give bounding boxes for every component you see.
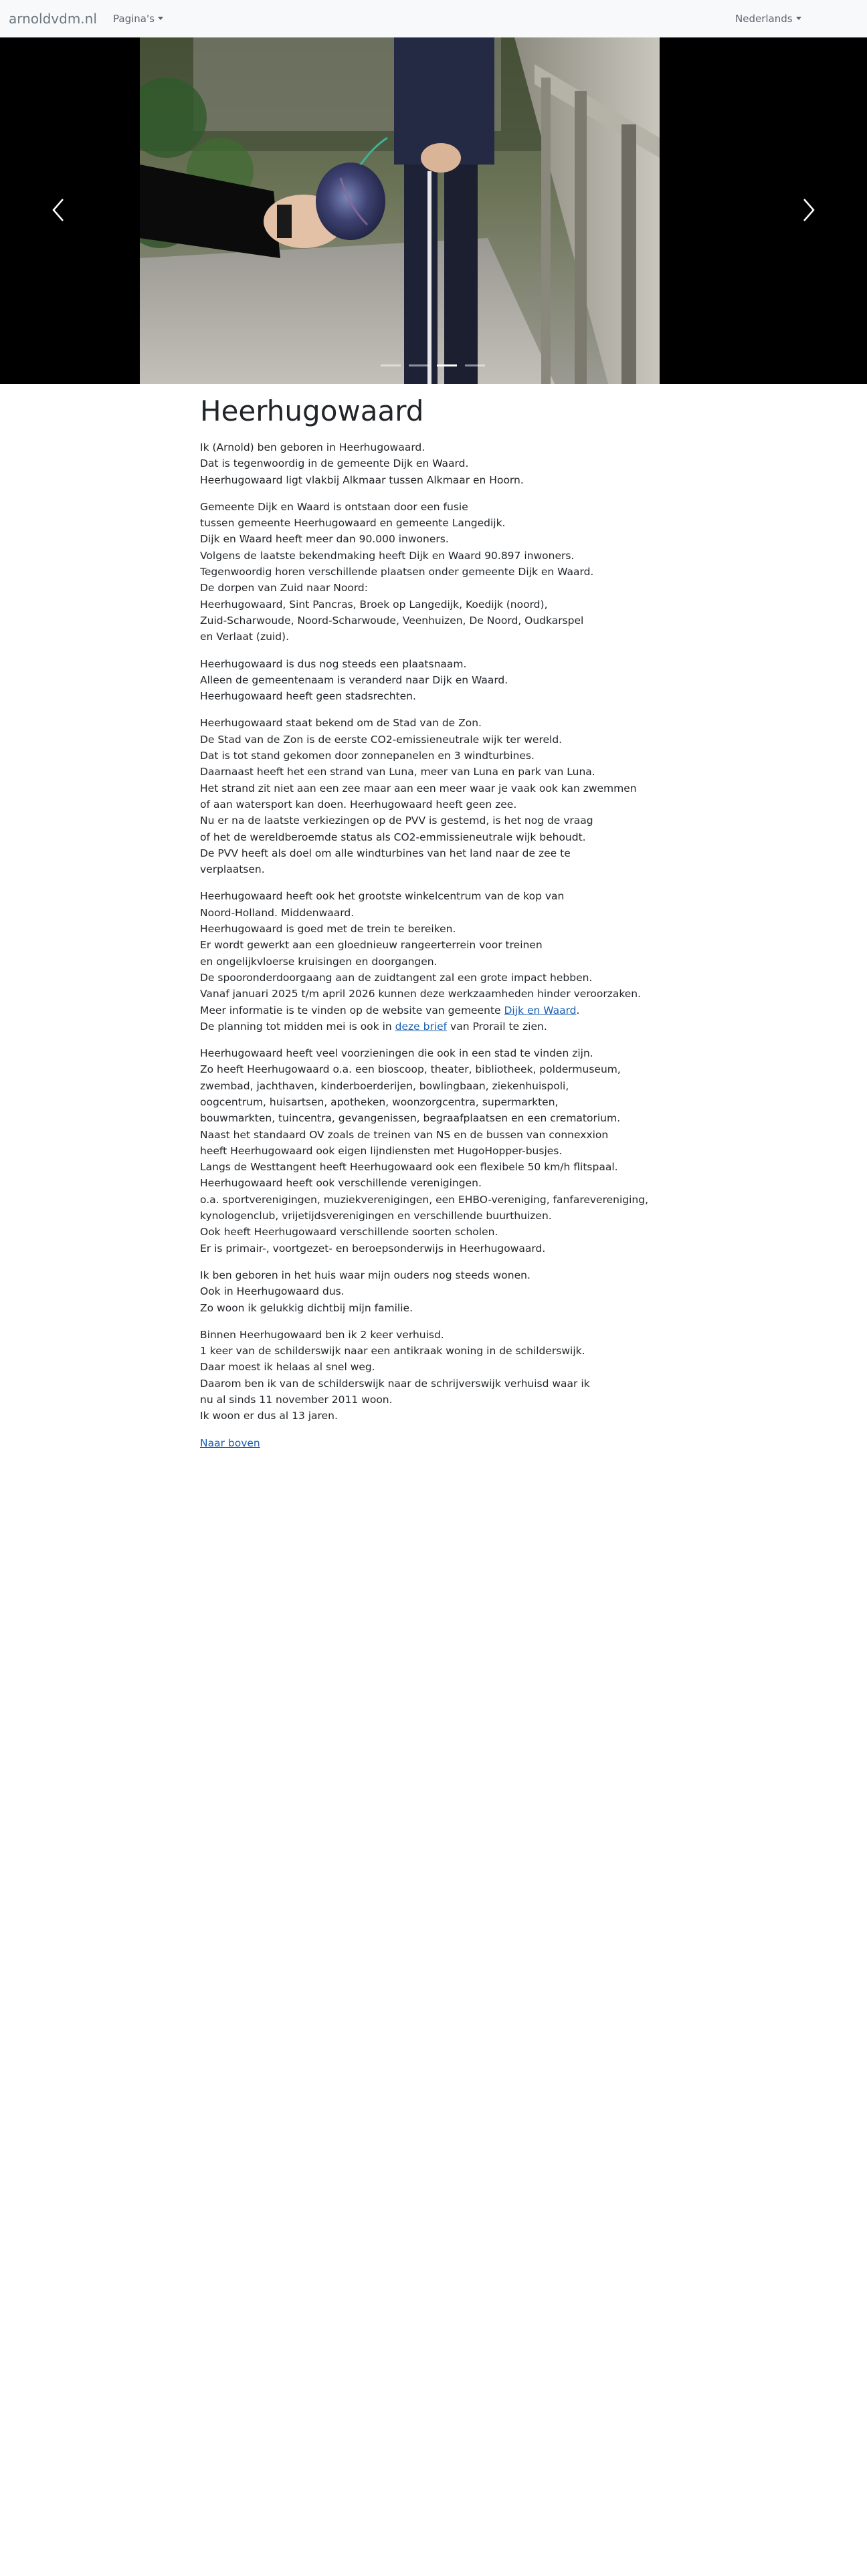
- text-line: Daarnaast heeft het een strand van Luna, meer van Luna en park van Luna.: [200, 766, 595, 778]
- chevron-down-icon: [158, 17, 163, 20]
- text-line: of het de wereldberoemde status als CO2-emmissieneutrale wijk behoudt.: [200, 831, 586, 843]
- text-line: kynologenclub, vrijetijdsverenigingen en verschillende buurthuizen.: [200, 1210, 552, 1222]
- carousel-indicator[interactable]: [381, 364, 401, 366]
- text-line: Heerhugowaard staat bekend om de Stad van de Zon.: [200, 717, 482, 730]
- chevron-left-icon: [51, 198, 66, 222]
- text-line: Noord-Holland. Middenwaard.: [200, 906, 355, 919]
- text-line: zwembad, jachthaven, kinderboerderijen, bowlingbaan, ziekenhuispoli,: [200, 1079, 569, 1092]
- paragraph-stad-van-de-zon: [200, 715, 682, 877]
- text-line: en ongelijkvloerse kruisingen en doorgangen.: [200, 955, 438, 968]
- text-line: Naast het standaard OV zoals de treinen van NS en de bussen van connexxion: [200, 1128, 609, 1141]
- text-line: Heerhugowaard heeft ook verschillende verenigingen.: [200, 1177, 482, 1190]
- text-line: De PVV heeft als doel om alle windturbines van het land naar de zee te: [200, 847, 571, 859]
- language-dropdown-toggle[interactable]: [735, 12, 801, 25]
- paragraph-parents-house: [200, 1267, 682, 1316]
- page-title: Heerhugowaard: [200, 395, 424, 427]
- carousel-next-button[interactable]: [747, 37, 867, 384]
- text-line: oogcentrum, huisartsen, apotheken, woonzorgcentra, supermarkten,: [200, 1095, 559, 1108]
- text-line: Volgens de laatste bekendmaking heeft Dijk en Waard 90.897 inwoners.: [200, 549, 575, 562]
- text-line: Ook in Heerhugowaard dus.: [200, 1285, 345, 1298]
- paragraph-municipality: [200, 499, 682, 645]
- text-line: Ik woon er dus al 13 jaren.: [200, 1410, 338, 1422]
- text-line: De planning tot midden mei is ook in deze brief van Prorail te zien.: [200, 1020, 547, 1033]
- text-line: Gemeente Dijk en Waard is ontstaan door een fusie: [200, 500, 468, 513]
- pages-dropdown-label: Pagina's: [113, 13, 155, 25]
- text-line: Binnen Heerhugowaard ben ik 2 keer verhuisd.: [200, 1328, 444, 1341]
- text-line: Meer informatie is te vinden op de website van gemeente Dijk en Waard.: [200, 1004, 580, 1016]
- text-line: Ook heeft Heerhugowaard verschillende soorten scholen.: [200, 1226, 498, 1239]
- dijk-en-waard-link[interactable]: Dijk en Waard: [504, 1004, 577, 1016]
- text-line: 1 keer van de schilderswijk naar een antikraak woning in de schilderswijk.: [200, 1345, 585, 1358]
- text-line: De Stad van de Zon is de eerste CO2-emissieneutrale wijk ter wereld.: [200, 733, 563, 746]
- text-line: Vanaf januari 2025 t/m april 2026 kunnen deze werkzaamheden hinder veroorzaken.: [200, 988, 642, 1000]
- text-line: of aan watersport kan doen. Heerhugowaard heeft geen zee.: [200, 798, 517, 811]
- text-line: Zo heeft Heerhugowaard o.a. een bioscoop, theater, bibliotheek, poldermuseum,: [200, 1063, 621, 1076]
- chevron-right-icon: [801, 198, 816, 222]
- paragraph-shopping-train: [200, 888, 682, 1035]
- top-navbar: [0, 0, 867, 38]
- text-line: Dat is tot stand gekomen door zonnepanelen en 3 windturbines.: [200, 750, 535, 762]
- carousel-indicator[interactable]: [465, 364, 485, 366]
- text-line: Daarom ben ik van de schilderswijk naar de schrijverswijk verhuisd waar ik: [200, 1377, 590, 1390]
- main-content: [200, 395, 682, 1462]
- text-line: De spooronderdoorgaang aan de zuidtangent zal een grote impact hebben.: [200, 971, 593, 984]
- text-line: Zo woon ik gelukkig dichtbij mijn familie.: [200, 1301, 413, 1314]
- carousel-indicator-active[interactable]: [437, 364, 457, 366]
- deze-brief-link[interactable]: deze brief: [395, 1020, 448, 1033]
- text-line: Heerhugowaard heeft veel voorzieningen die ook in een stad te vinden zijn.: [200, 1047, 593, 1060]
- text-line: verplaatsen.: [200, 863, 265, 876]
- text-line: Nu er na de laatste verkiezingen op de PVV is gestemd, is het nog de vraag: [200, 815, 593, 827]
- carousel-slide-photo: [140, 37, 660, 384]
- text-line: Ik ben geboren in het huis waar mijn ouders nog steeds wonen.: [200, 1269, 531, 1281]
- text-line: Heerhugowaard is goed met de trein te bereiken.: [200, 923, 456, 936]
- text-line: Heerhugowaard heeft ook het grootste winkelcentrum van de kop van: [200, 890, 565, 903]
- paragraph-birthplace: [200, 439, 682, 488]
- text-line: Er wordt gewerkt aan een gloednieuw rangeerterrein voor treinen: [200, 939, 543, 952]
- paragraph-facilities: [200, 1045, 682, 1257]
- text-line: Zuid-Scharwoude, Noord-Scharwoude, Veenhuizen, De Noord, Oudkarspel: [200, 614, 584, 627]
- site-brand-link[interactable]: arnoldvdm.nl: [9, 11, 97, 27]
- photo-carousel: [0, 37, 867, 384]
- text-line: Heerhugowaard ligt vlakbij Alkmaar tussen Alkmaar en Hoorn.: [200, 473, 524, 486]
- text-line: Tegenwoordig horen verschillende plaatsen onder gemeente Dijk en Waard.: [200, 566, 594, 578]
- text-line: Dijk en Waard heeft meer dan 90.000 inwoners.: [200, 533, 449, 546]
- back-to-top-link[interactable]: Naar boven: [200, 1436, 260, 1449]
- text-line: Langs de Westtangent heeft Heerhugowaard ook een flexibele 50 km/h flitspaal.: [200, 1161, 618, 1174]
- text-line: heeft Heerhugowaard ook eigen lijndiensten met HugoHopper-busjes.: [200, 1144, 563, 1157]
- text-line: Er is primair-, voortgezet- en beroepsonderwijs in Heerhugowaard.: [200, 1242, 546, 1255]
- carousel-previous-button[interactable]: [0, 37, 120, 384]
- text-line: Dat is tegenwoordig in de gemeente Dijk en Waard.: [200, 457, 469, 470]
- text-line: De dorpen van Zuid naar Noord:: [200, 582, 368, 595]
- text-line: Het strand zit niet aan een zee maar aan een meer waar je vaak ook kan zwemmen: [200, 782, 637, 794]
- text-line: Heerhugowaard heeft geen stadsrechten.: [200, 690, 416, 703]
- language-dropdown-label: Nederlands: [735, 13, 793, 25]
- text-line: Heerhugowaard is dus nog steeds een plaatsnaam.: [200, 657, 467, 670]
- chevron-down-icon: [796, 17, 801, 20]
- text-line: Daar moest ik helaas al snel weg.: [200, 1361, 375, 1374]
- text-line: tussen gemeente Heerhugowaard en gemeente Langedijk.: [200, 517, 506, 530]
- paragraph-moves: [200, 1327, 682, 1424]
- text-line: Alleen de gemeentenaam is veranderd naar Dijk en Waard.: [200, 673, 508, 686]
- text-line: o.a. sportverenigingen, muziekverenigingen, een EHBO-vereniging, fanfarevereniging,: [200, 1193, 649, 1206]
- text-line: Ik (Arnold) ben geboren in Heerhugowaard.: [200, 441, 425, 453]
- carousel-indicator[interactable]: [409, 364, 429, 366]
- carousel-indicators: [381, 364, 488, 367]
- text-line: nu al sinds 11 november 2011 woon.: [200, 1394, 393, 1406]
- paragraph-placename: [200, 656, 682, 705]
- text-line: bouwmarkten, tuincentra, gevangenissen, begraafplaatsen en een crematorium.: [200, 1112, 621, 1125]
- pages-dropdown-toggle[interactable]: [113, 12, 163, 25]
- text-line: Heerhugowaard, Sint Pancras, Broek op Langedijk, Koedijk (noord),: [200, 598, 548, 611]
- text-line: en Verlaat (zuid).: [200, 631, 290, 643]
